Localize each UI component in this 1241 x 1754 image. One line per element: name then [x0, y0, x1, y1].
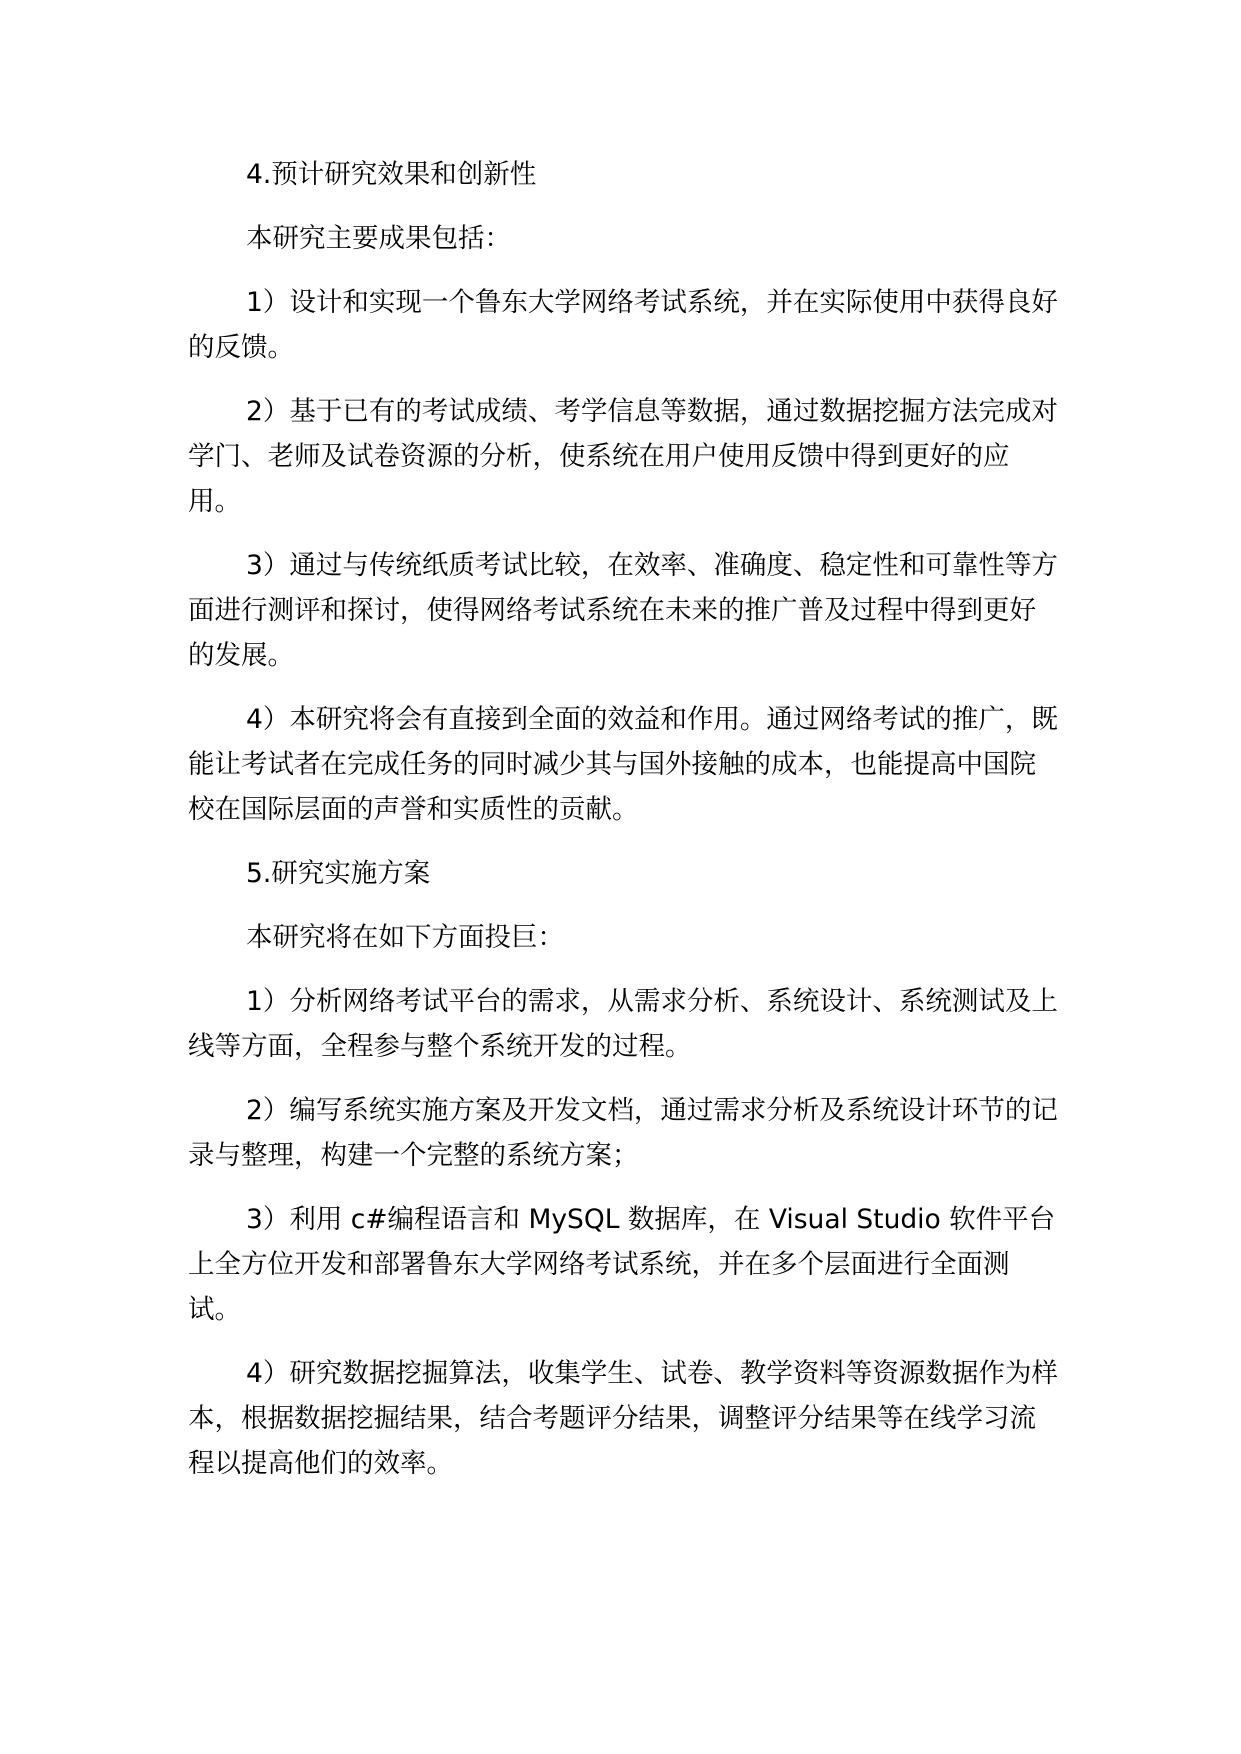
paragraph-gap [188, 1069, 1058, 1088]
paragraph-gap [188, 1178, 1058, 1197]
result-item-4: 4）本研究将会有直接到全面的效益和作用。通过网络考试的推广，既能让考试者在完成任务的同时减少其与国外接触的成本，也能提高中国院校在国际层面的声誉和实质性的贡献。 [188, 704, 1058, 825]
result-item-3: 3）通过与传统纸质考试比较，在效率、准确度、稳定性和可靠性等方面进行测评和探讨，使得网络考试系统在未来的推广普及过程中得到更好的发展。 [188, 550, 1058, 671]
paragraph-gap [188, 960, 1058, 979]
implementation-intro: 本研究将在如下方面投巨： [246, 922, 564, 953]
result-item-1: 1）设计和实现一个鲁东大学网络考试系统，并在实际使用中获得良好的反馈。 [188, 287, 1058, 363]
implementation-item-2: 2）编写系统实施方案及开发文档，通过需求分析及系统设计环节的记录与整理，构建一个完整的系统方案； [188, 1095, 1058, 1171]
paragraph-gap [188, 197, 1058, 216]
document-body [188, 152, 1058, 1486]
implementation-item-1: 1）分析网络考试平台的需求，从需求分析、系统设计、系统测试及上线等方面，全程参与整个系统开发的过程。 [188, 986, 1058, 1062]
implementation-item-4: 4）研究数据挖掘算法，收集学生、试卷、教学资料等资源数据作为样本，根据数据挖掘结果，结合考题评分结果，调整评分结果等在线学习流程以提高他们的效率。 [188, 1358, 1058, 1479]
paragraph-gap [188, 832, 1058, 851]
result-item-2: 2）基于已有的考试成绩、考学信息等数据，通过数据挖掘方法完成对学门、老师及试卷资源的分析，使系统在用户使用反馈中得到更好的应用。 [188, 396, 1058, 517]
paragraph-gap [188, 524, 1058, 543]
paragraph-gap [188, 261, 1058, 280]
paragraph-gap [188, 896, 1058, 915]
results-intro: 本研究主要成果包括： [246, 223, 511, 254]
implementation-item-3: 3）利用 c#编程语言和 MySQL 数据库，在 Visual Studio 软件平台上全方位开发和部署鲁东大学网络考试系统，并在多个层面进行全面测试。 [188, 1204, 1056, 1325]
paragraph-gap [188, 370, 1058, 389]
section-heading-expected-results: 4.预计研究效果和创新性 [246, 159, 537, 190]
paragraph-gap [188, 1332, 1058, 1351]
paragraph-gap [188, 678, 1058, 697]
section-heading-implementation: 5.研究实施方案 [246, 858, 431, 889]
